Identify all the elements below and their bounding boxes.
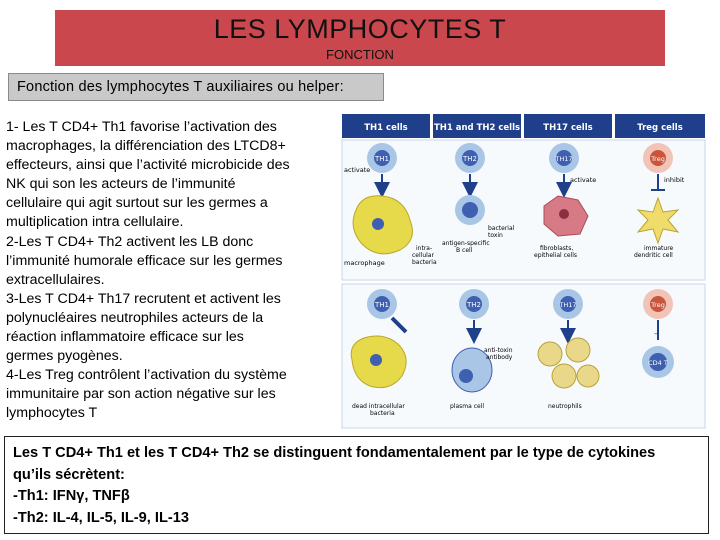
summary-line: Les T CD4+ Th1 et les T CD4+ Th2 se distinguent fondamentalement par le type de cytokines: [13, 445, 656, 461]
neutrophil-cell: [552, 364, 576, 388]
body-line: cellulaire qui agit surtout sur les germes a: [6, 195, 268, 212]
body-line: 2-Les T CD4+ Th2 activent les LB donc: [6, 233, 254, 250]
neutrophil-cell: [566, 338, 590, 362]
header-label: TH1 cells: [364, 123, 408, 133]
body-line: extracellulaires.: [6, 271, 105, 288]
neutrophil-cell: [538, 342, 562, 366]
cell-label: TH17: [555, 155, 573, 163]
header-label: TH1 and TH2 cells: [433, 123, 521, 133]
dead-bacteria-label: dead intracellular bacteria: [352, 403, 405, 417]
body-line: multiplication intra cellulaire.: [6, 214, 184, 231]
macrophage-label: macrophage: [344, 259, 385, 267]
helper-t-cell-figure: [338, 110, 710, 432]
dendritic-label: immature dendritic cell: [634, 245, 674, 259]
fibroblast-label: fibroblasts, epithelial cells: [534, 245, 578, 259]
cell-label: TH1: [375, 155, 389, 163]
neutrophil-cell: [577, 365, 599, 387]
macrophage-nucleus-bottom: [370, 354, 382, 366]
cell-label: Treg: [651, 155, 665, 163]
action-label: activate: [570, 176, 597, 184]
header-label: Treg cells: [637, 123, 683, 133]
cell-label: CD4 T: [648, 359, 668, 367]
action-label: inhibit: [664, 176, 685, 184]
plasma-nucleus: [459, 369, 473, 383]
body-line: 4-Les Treg contrôlent l’activation du système: [6, 367, 287, 384]
body-line: 3-Les T CD4+ Th17 recrutent et activent les: [6, 290, 281, 307]
title-banner: [55, 10, 665, 66]
body-line: l’immunité humorale efficace sur les germes: [6, 252, 283, 269]
macrophage-nucleus: [372, 218, 384, 230]
body-line: immunitaire par son action négative sur les: [6, 386, 276, 403]
body-line: germes pyogènes.: [6, 348, 123, 365]
body-line: NK qui son les acteurs de l’immunité: [6, 176, 236, 193]
body-line: macrophages, la différenciation des LTCD8+: [6, 138, 286, 155]
body-line: polynucléaires neutrophiles acteurs de la: [6, 309, 264, 326]
page-title: LES LYMPHOCYTES T: [213, 14, 507, 44]
figure-svg: [338, 110, 710, 432]
intracellular-label: intra-cellular bacteria: [412, 245, 437, 266]
page-subtitle: FONCTION: [326, 47, 394, 62]
summary-line: -Th1: IFNγ, TNFβ: [13, 488, 130, 504]
body-text: [6, 118, 332, 424]
summary-box: [4, 436, 709, 534]
neutrophils-label: neutrophils: [548, 403, 582, 410]
column-headers: [342, 114, 705, 138]
fibroblast-nucleus: [559, 209, 569, 219]
section-heading: Fonction des lymphocytes T auxiliaires ou helper:: [8, 73, 384, 101]
body-line: lymphocytes T: [6, 405, 98, 422]
plasma-label: plasma cell: [450, 403, 485, 410]
cell-label: TH1: [375, 301, 389, 309]
body-line: 1- Les T CD4+ Th1 favorise l’activation des: [6, 119, 277, 135]
cell-label: TH2: [463, 155, 477, 163]
body-line: effecteurs, ainsi que l’activité microbicide des: [6, 157, 290, 174]
summary-line: -Th2: IL-4, IL-5, IL-9, IL-13: [13, 509, 189, 526]
minus-sign: –: [654, 329, 659, 339]
cell-label: Treg: [651, 301, 665, 309]
action-label: activate: [344, 166, 371, 174]
header-label: TH17 cells: [543, 123, 593, 133]
cell-label: TH17: [559, 301, 577, 309]
toxin-label: bacterial toxin: [488, 225, 515, 239]
summary-line: qu’ils sécrètent:: [13, 466, 125, 483]
body-line: réaction inflammatoire efficace sur les: [6, 329, 244, 346]
bcell-label: antigen-specific B cell: [442, 240, 490, 254]
b-cell-nucleus: [462, 202, 478, 218]
antitoxin-label: anti-toxin antibody: [484, 347, 513, 361]
cell-label: TH2: [467, 301, 481, 309]
